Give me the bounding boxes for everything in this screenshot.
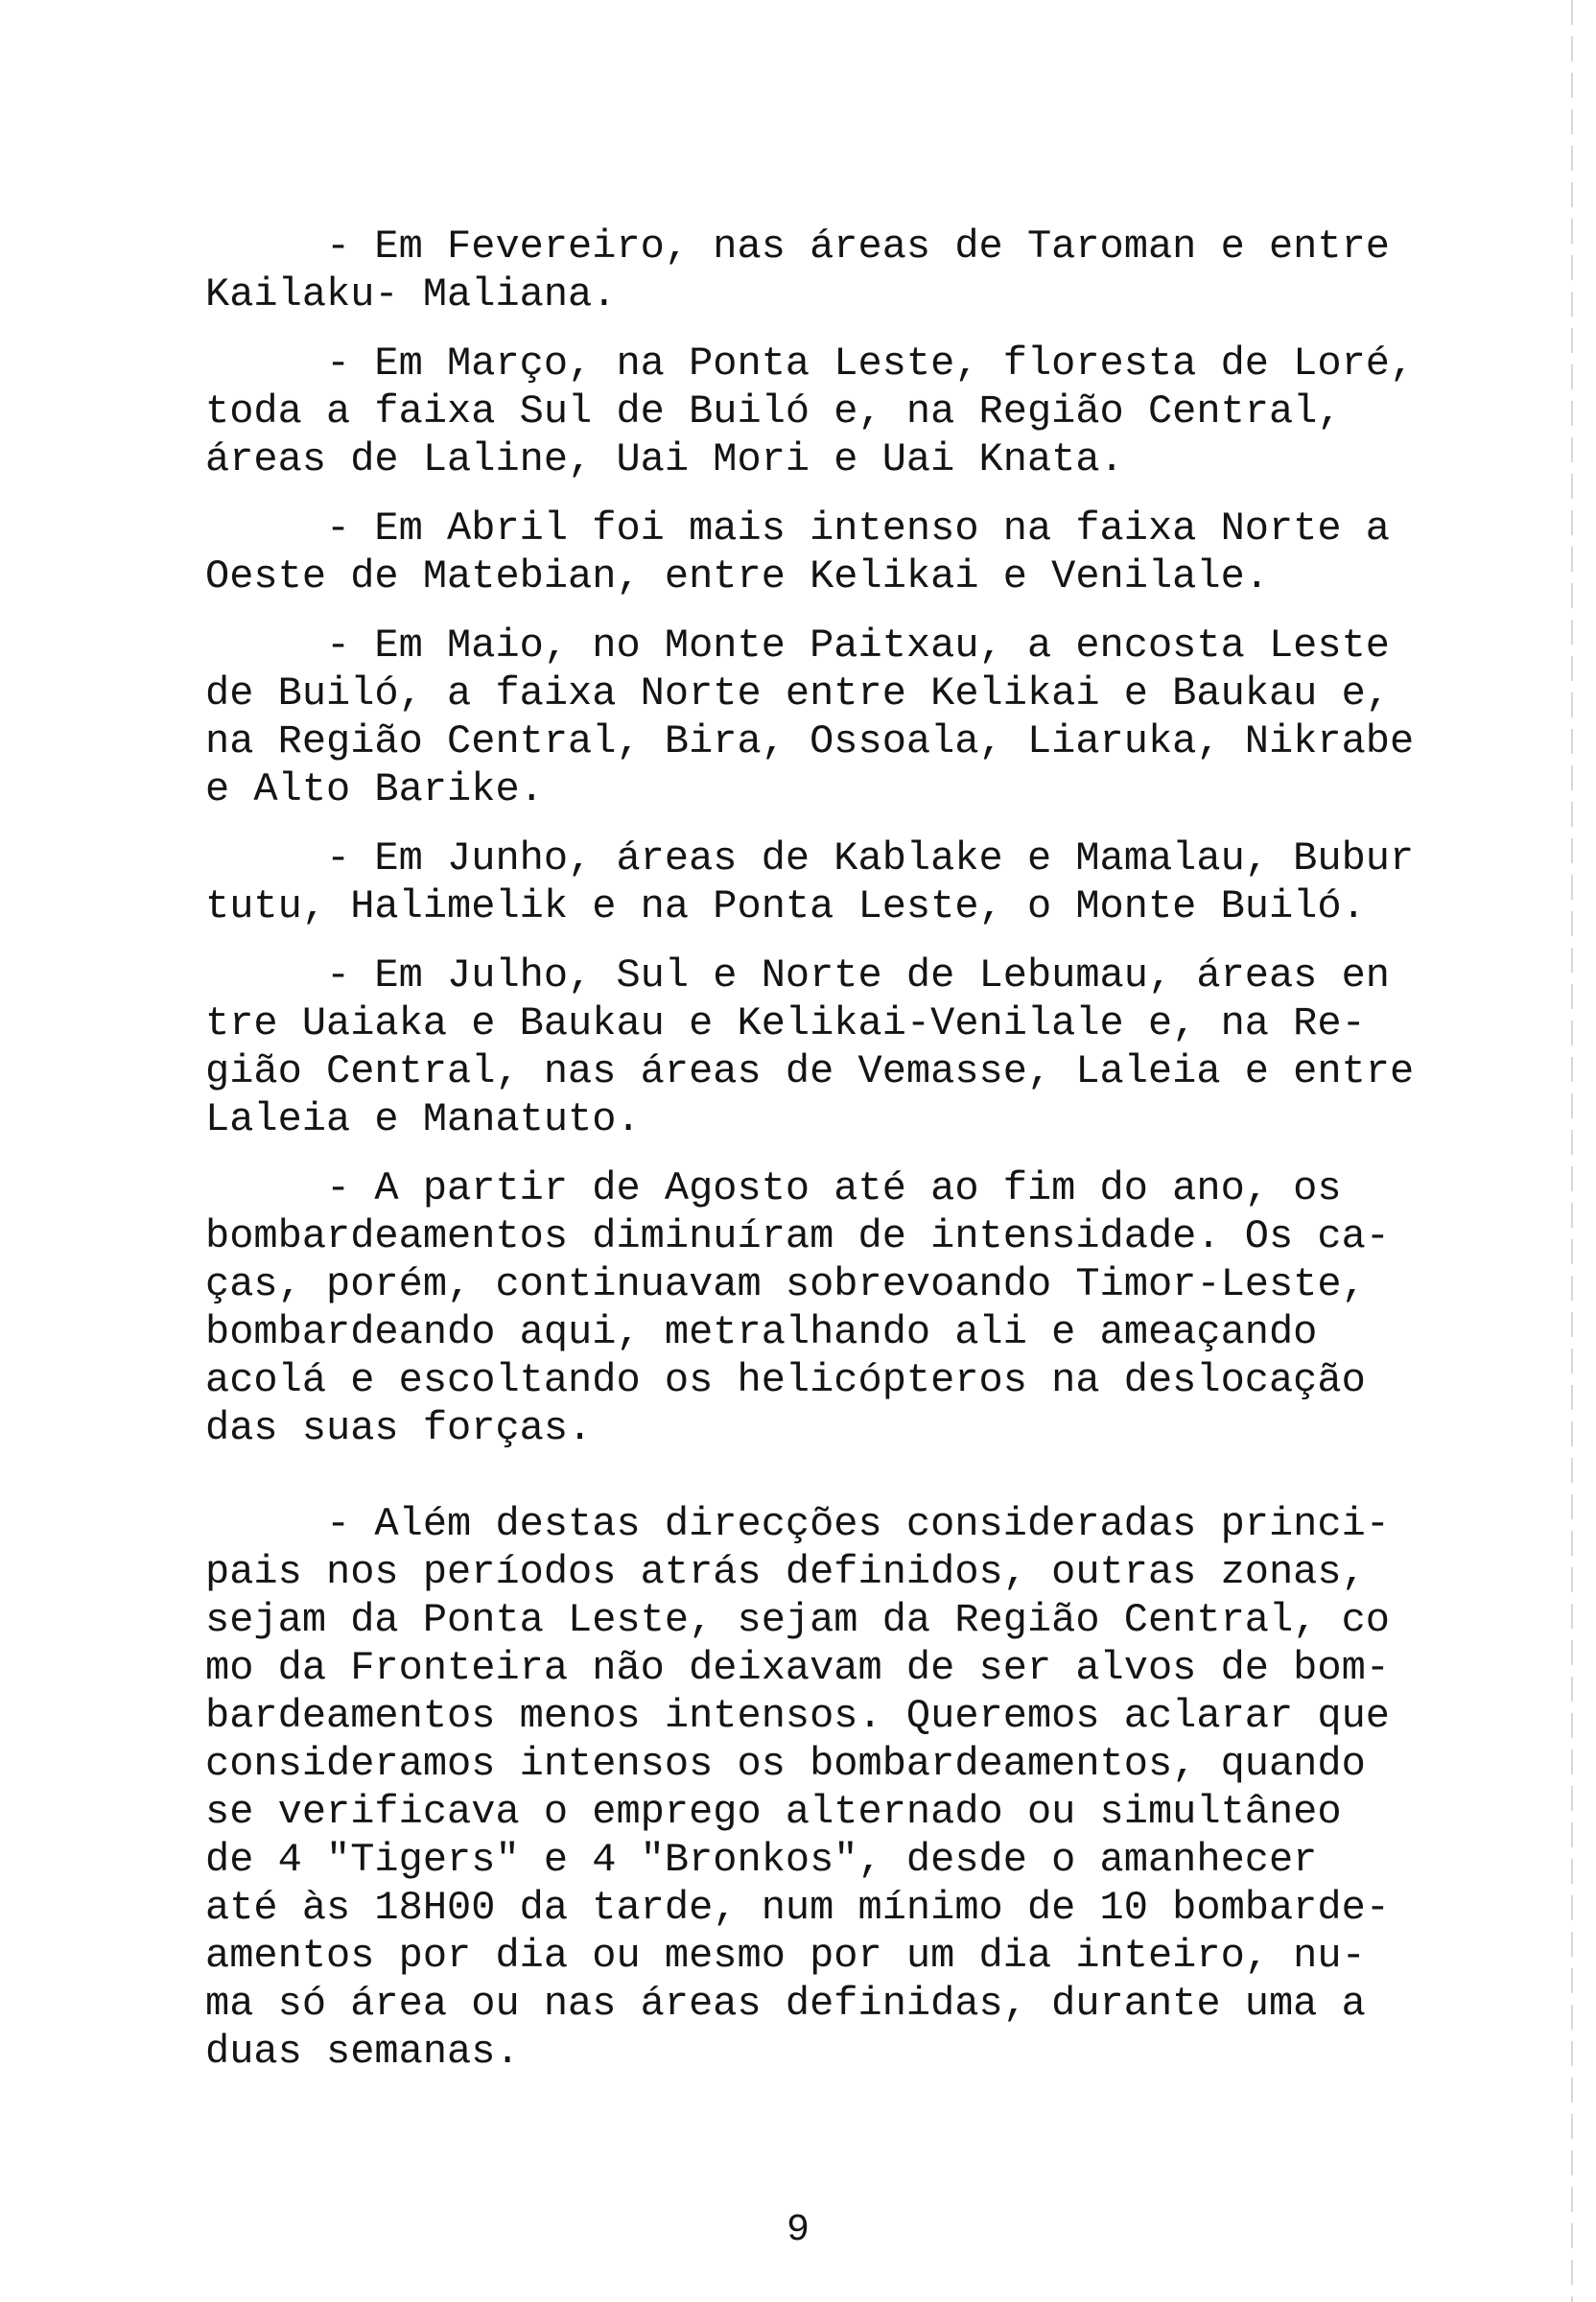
text-line: e Alto Barike.	[205, 766, 544, 812]
text-line: - Em Junho, áreas de Kablake e Mamalau, Bubur	[205, 835, 1415, 881]
text-line: Laleia e Manatuto.	[205, 1096, 641, 1142]
text-line: tutu, Halimelik e na Ponta Leste, o Monte Builó.	[205, 883, 1366, 929]
text-line: acolá e escoltando os helicópteros na deslocação	[205, 1357, 1366, 1403]
text-line: sejam da Ponta Leste, sejam da Região Central, co	[205, 1597, 1391, 1643]
text-line: áreas de Laline, Uai Mori e Uai Knata.	[205, 436, 1124, 482]
text-line: tre Uaiaka e Baukau e Kelikai-Venilale e, na Re-	[205, 1000, 1366, 1046]
text-line: se verificava o emprego alternado ou simultâneo	[205, 1789, 1342, 1835]
text-line: ma só área ou nas áreas definidas, durante uma a	[205, 1981, 1366, 2027]
text-line: bardeamentos menos intensos. Queremos aclarar que	[205, 1693, 1391, 1739]
text-line: consideramos intensos os bombardeamentos, quando	[205, 1741, 1366, 1787]
page-number: 9	[786, 2209, 810, 2252]
text-line: - Em Julho, Sul e Norte de Lebumau, áreas en	[205, 952, 1391, 998]
text-line: na Região Central, Bira, Ossoala, Liaruka, Nikrabe	[205, 718, 1415, 764]
paragraph-june	[205, 834, 1414, 930]
text-line: - Além destas direcções consideradas princi-	[205, 1501, 1391, 1547]
paragraph-march	[205, 340, 1414, 483]
text-line: - Em Março, na Ponta Leste, floresta de Loré,	[205, 341, 1415, 387]
paragraph-april	[205, 505, 1414, 600]
text-line: amentos por dia ou mesmo por um dia inteiro, nu-	[205, 1933, 1366, 1979]
text-line: bombardeamentos diminuíram de intensidade. Os ca-	[205, 1213, 1391, 1259]
text-line: bombardeando aqui, metralhando ali e ameaçando	[205, 1309, 1318, 1355]
text-line: de Builó, a faixa Norte entre Kelikai e Baukau e,	[205, 670, 1391, 716]
text-line: - Em Abril foi mais intenso na faixa Norte a	[205, 505, 1391, 552]
text-line: - A partir de Agosto até ao fim do ano, os	[205, 1165, 1342, 1211]
text-line: de 4 "Tigers" e 4 "Bronkos", desde o amanhecer	[205, 1837, 1318, 1883]
text-line: Oeste de Matebian, entre Kelikai e Venilale.	[205, 553, 1269, 599]
body-text	[205, 223, 1414, 2076]
text-line: gião Central, nas áreas de Vemasse, Laleia e entre	[205, 1048, 1415, 1094]
paragraph-july	[205, 951, 1414, 1143]
text-line: até às 18H00 da tarde, num mínimo de 10 bombarde-	[205, 1885, 1391, 1931]
text-line: Kailaku- Maliana.	[205, 271, 617, 317]
text-line: das suas forças.	[205, 1405, 593, 1451]
text-line: mo da Fronteira não deixavam de ser alvos de bom-	[205, 1645, 1391, 1691]
scan-edge-line	[1571, 0, 1573, 2302]
text-line: ças, porém, continuavam sobrevoando Timor-Leste,	[205, 1261, 1366, 1307]
text-line: - Em Fevereiro, nas áreas de Taroman e entre	[205, 223, 1391, 270]
text-line: pais nos períodos atrás definidos, outras zonas,	[205, 1549, 1366, 1595]
text-line: - Em Maio, no Monte Paitxau, a encosta Leste	[205, 622, 1391, 669]
text-line: toda a faixa Sul de Builó e, na Região Central,	[205, 388, 1342, 435]
text-line: duas semanas.	[205, 2029, 520, 2075]
paragraph-other-zones	[205, 1500, 1414, 2076]
paragraph-may	[205, 622, 1414, 813]
paragraph-february	[205, 223, 1414, 318]
paragraph-august	[205, 1164, 1414, 1452]
